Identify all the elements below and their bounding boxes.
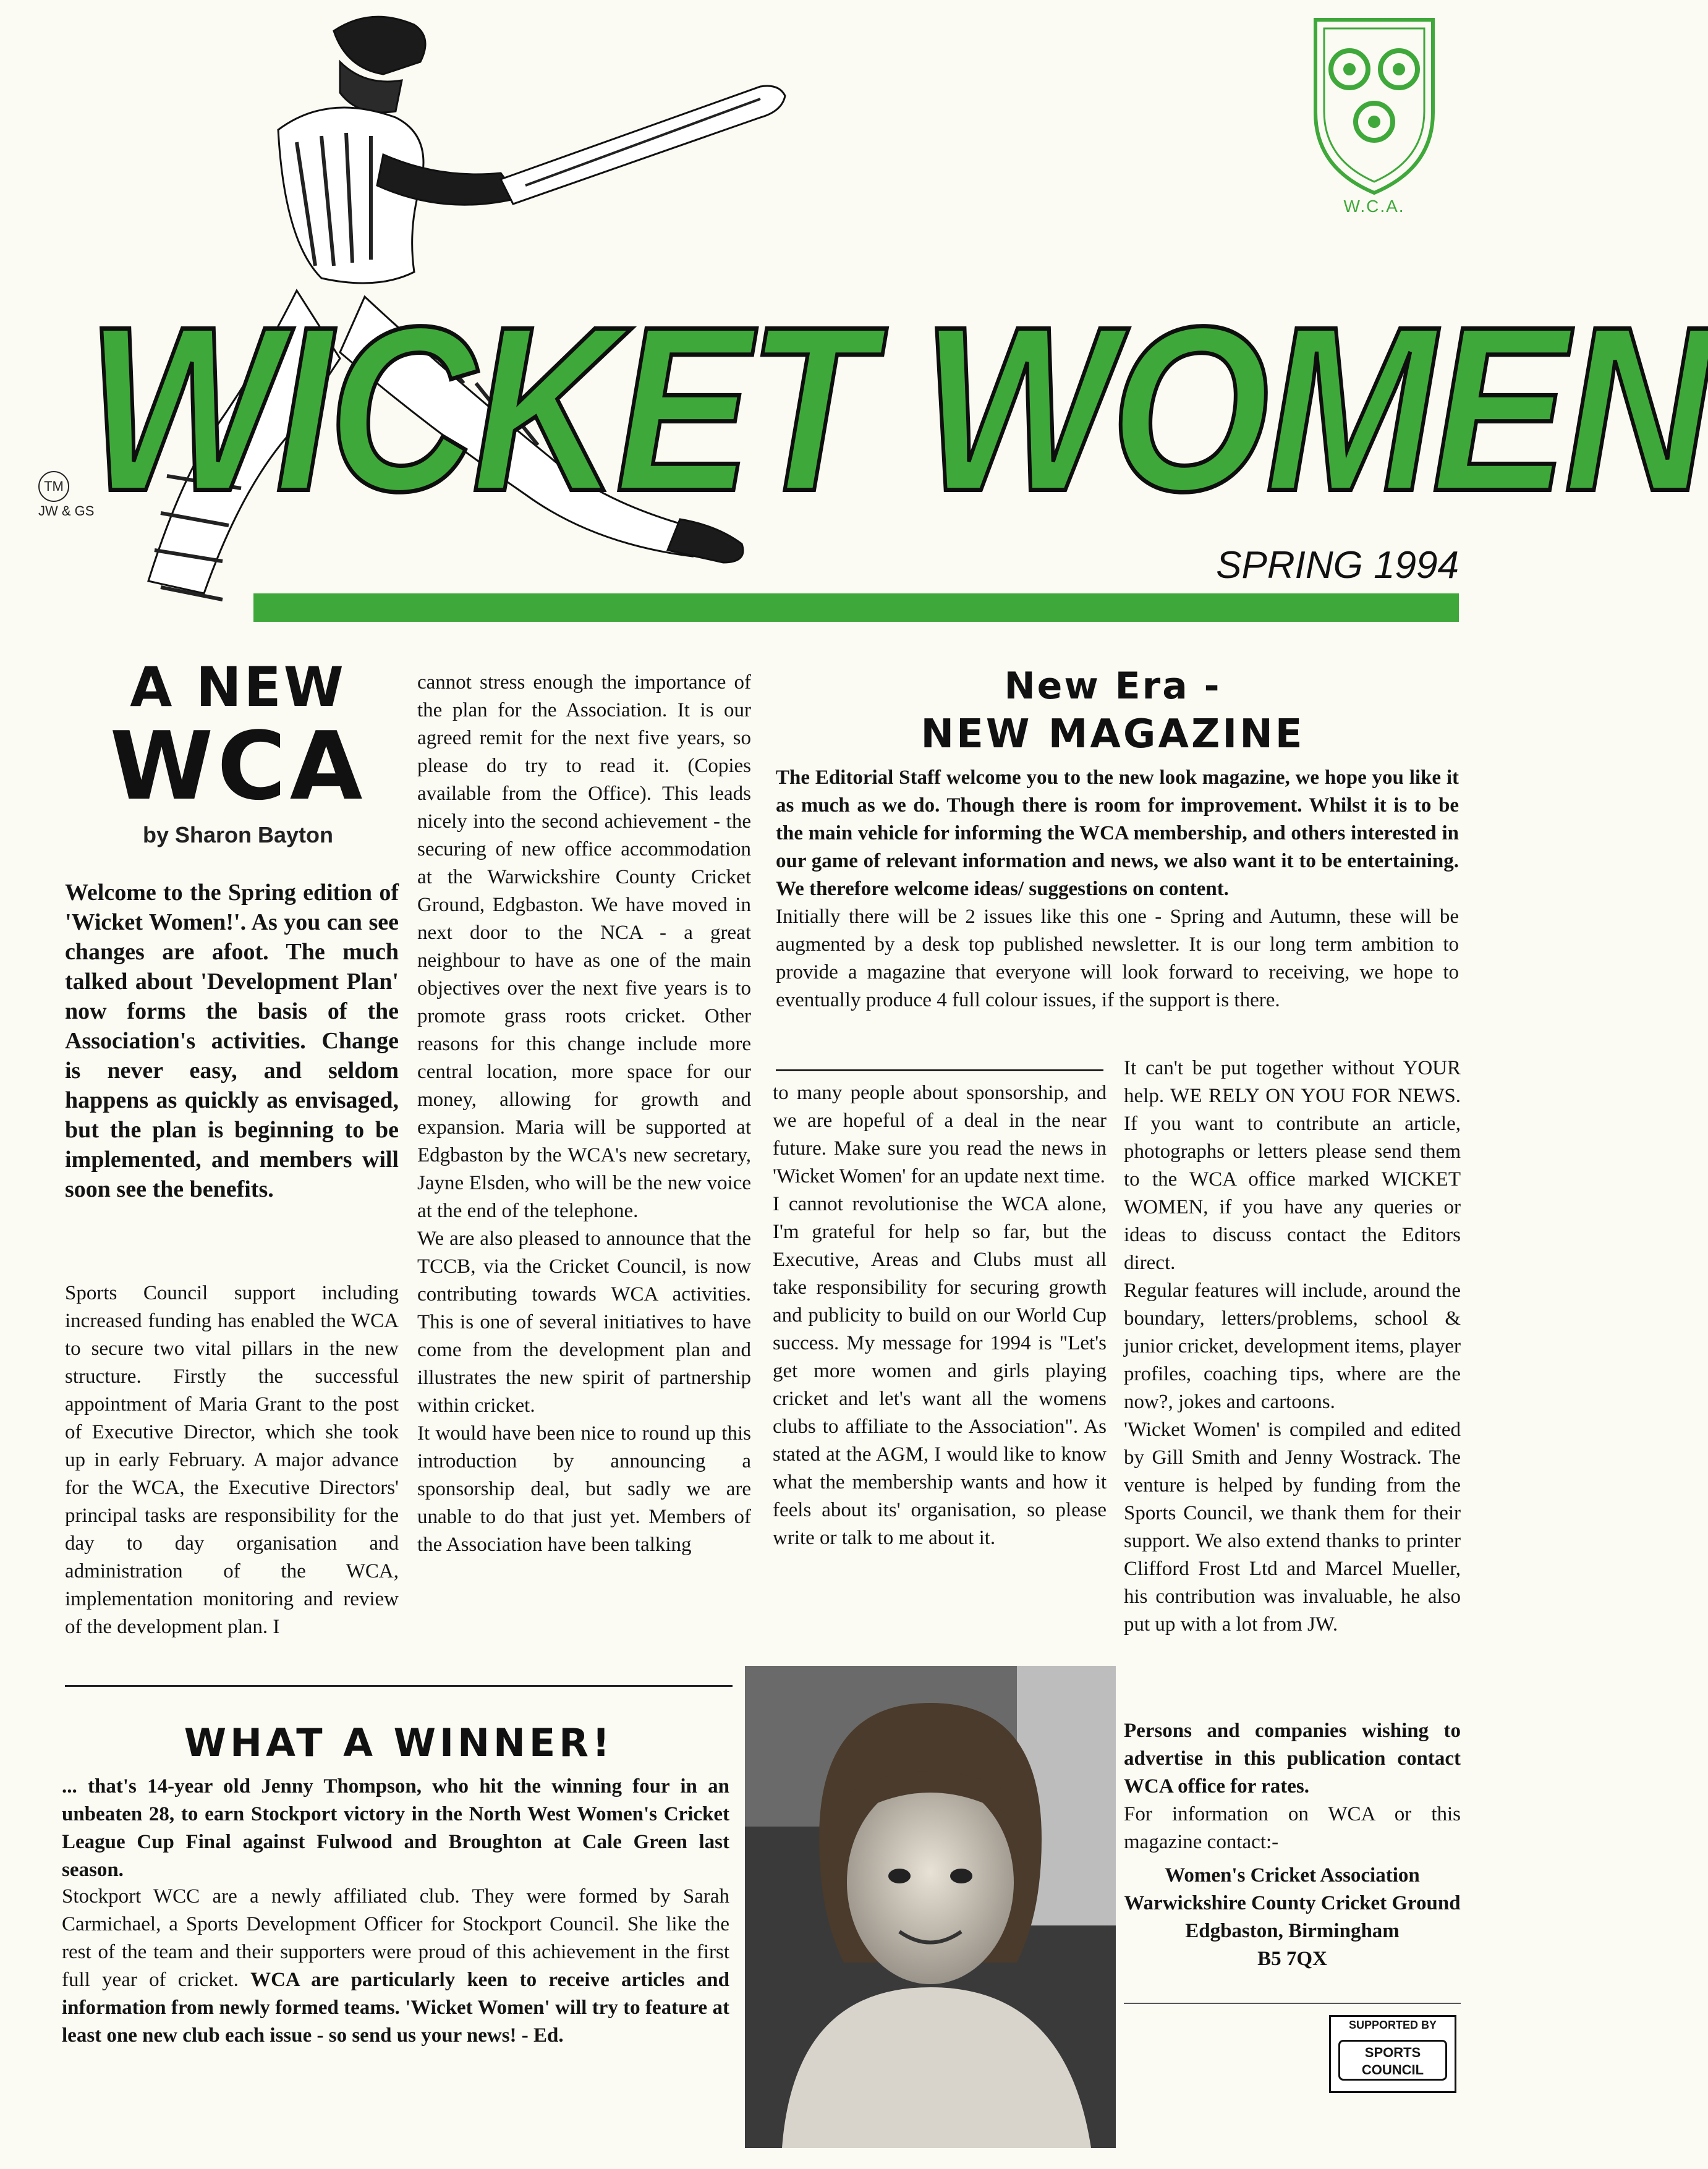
paragraph: We are also pleased to announce that the TCCB, via the Cricket Council, is now contributing towards WCA activities. This is one of several initiatives to have come from the development plan and illustrates the new spirit of partnership within cricket.	[417, 1228, 751, 1417]
paragraph: Regular features will include, around the boundary, letters/problems, school & junior cricket, development items, player profiles, coaching tips, where are the now?, jokes and cartoons.	[1124, 1280, 1461, 1413]
masthead-title: WICKET WOMEN	[87, 277, 1708, 540]
new-era-paragraph: Initially there will be 2 issues like this one - Spring and Autumn, these will be augmented by a desk top published newsletter. It is our long term ambition to provide a magazine that everyone will look forward to receiving, we hope to eventually produce 4 full colour issues, if the support is there.	[776, 906, 1459, 1011]
trademark-mark	[38, 471, 94, 519]
article-intro: Welcome to the Spring edition of 'Wicket Women!'. As you can see changes are afoot. The much talked about 'Development Plan' now forms the basis of the Association's activities. Change is never easy, and seldom happens as quickly as envisaged, but the plan is beginning to be implemented, and members will soon see the benefits.	[65, 880, 399, 1202]
sponsor-caption: SUPPORTED BY	[1348, 2019, 1437, 2031]
sponsor-name-line: COUNCIL	[1361, 2062, 1424, 2078]
new-era-title-line1: New Era -	[1004, 664, 1222, 708]
address-line: Women's Cricket Association	[1165, 1864, 1420, 1887]
paragraph: Sports Council support including increased funding has enabled the WCA to secure two vital pillars in the new structure. Firstly the successful appointment of Maria Grant to the post of Executive Director, which she took up in early February. A major advance for the WCA, the Executive Directors' principal tasks are responsibility for the day to day organisation and administration of the WCA, implementation monitoring and review of the development plan. I	[65, 1282, 399, 1638]
winner-body	[62, 1883, 729, 2050]
masthead-rule	[253, 593, 1459, 622]
paragraph: 'Wicket Women' is compiled and edited by Gill Smith and Jenny Wostrack. The venture is helped by funding from the Sports Council, we thank them for their support. We also extend thanks to printer Clifford Frost Ltd and Marcel Mueller, his contribution was invaluable, he also put up with a lot from JW.	[1124, 1419, 1461, 1636]
new-era-title-line2: NEW MAGAZINE	[920, 711, 1305, 757]
winner-appeal: WCA are particularly keen to receive articles and information from newly formed teams. 'Wicket Women' will try to feature at least one new club each issue - so send us your news! - Ed.	[62, 1969, 729, 2047]
new-era-body	[776, 764, 1459, 1014]
contact-address	[1124, 1862, 1461, 1973]
article-column-3	[773, 1079, 1107, 1552]
paragraph: to many people about sponsorship, and we are hopeful of a deal in the near future. Make sure you read the news in 'Wicket Women' for an update next time.	[773, 1082, 1107, 1187]
trademark-symbol: TM	[38, 471, 69, 502]
issue-date: SPRING 1994	[1216, 544, 1459, 587]
contact-block	[1124, 1717, 1461, 1856]
section-divider	[65, 1685, 733, 1687]
trademark-owners: JW & GS	[38, 503, 95, 519]
winner-title: WHAT A WINNER!	[184, 1720, 614, 1765]
crest-label: W.C.A.	[1343, 197, 1405, 216]
contact-intro: For information on WCA or this magazine contact:-	[1124, 1803, 1461, 1853]
sponsor-name-line: SPORTS	[1364, 2045, 1421, 2060]
paragraph: I cannot revolutionise the WCA alone, I'm grateful for help so far, but the Executive, Areas and Clubs must all take responsibility for securing growth and publicity to build on our World Cup success. My message for 1994 is "Let's get more women and girls playing cricket and let's want all the womens clubs to affiliate to the Association". As stated at the AGM, I would like to know what the membership wants and how it feels about its' organisation, so please write or talk to me about it.	[773, 1193, 1107, 1549]
address-line: Edgbaston, Birmingham	[1185, 1920, 1400, 1942]
new-era-lead: The Editorial Staff welcome you to the new look magazine, we hope you like it as much as we do. Though there is room for improvement. Whilst it is to be the main vehicle for informing the WCA membership, and others interested in our game of relevant information and news, we also want it to be entertaining. We therefore welcome ideas/ suggestions on content.	[776, 766, 1459, 900]
player-photo	[745, 1666, 1116, 2148]
paragraph: It would have been nice to round up this introduction by announcing a sponsorship deal, but sadly we are unable to do that just yet. Members of the Association have been talking	[417, 1422, 751, 1556]
article-kicker: A NEW	[130, 655, 346, 719]
winner-lead: ... that's 14-year old Jenny Thompson, who hit the winning four in an unbeaten 28, to earn Stockport victory in the North West Women's Cricket League Cup Final against Fulwood and Broughton at Cale Green last season.	[62, 1775, 729, 1881]
column-divider	[776, 1069, 1103, 1071]
paragraph: cannot stress enough the importance of the plan for the Association. It is our agreed remit for the next five years, so please do try to read it. (Copies available from the Office). This leads nicely into the second achievement - the securing of new office accommodation at the Warwickshire County Cricket Ground, Edgbaston. We have moved in next door to the NCA - a great neighbour to have as one of the main objectives over the next five years is to promote grass roots cricket. Other reasons for this change include more central location, more space for our money, allowing for growth and expansion. Maria will be supported at Edgbaston by the WCA's new secretary, Jayne Elsden, who will be the new voice at the end of the telephone.	[417, 671, 751, 1222]
article-title: WCA	[109, 711, 367, 821]
contact-divider	[1124, 2003, 1461, 2004]
address-line: B5 7QX	[1257, 1948, 1327, 1970]
wca-crest-logo	[1309, 14, 1439, 199]
article-column-2	[417, 669, 751, 1559]
winner-paragraph: Stockport WCC are a newly affiliated club. They were formed by Sarah Carmichael, a Sports Development Officer for Stockport Council. She like the rest of the team and their supporters were proud of this achievement in the first full year of cricket.	[62, 1885, 729, 1991]
article-column-1	[65, 1280, 399, 1641]
advertise-note: Persons and companies wishing to advertise in this publication contact WCA office for rates.	[1124, 1720, 1461, 1798]
paragraph: It can't be put together without YOUR help. WE RELY ON YOU FOR NEWS. If you want to contribute an article, photographs or letters please send them to the WCA office marked WICKET WOMEN, if you have any queries or ideas to discuss contact the Editors direct.	[1124, 1057, 1461, 1274]
sponsor-mark	[1338, 2040, 1447, 2081]
new-era-column	[1124, 1055, 1461, 1639]
article-byline: by Sharon Bayton	[142, 822, 334, 847]
address-line: Warwickshire County Cricket Ground	[1124, 1892, 1461, 1914]
